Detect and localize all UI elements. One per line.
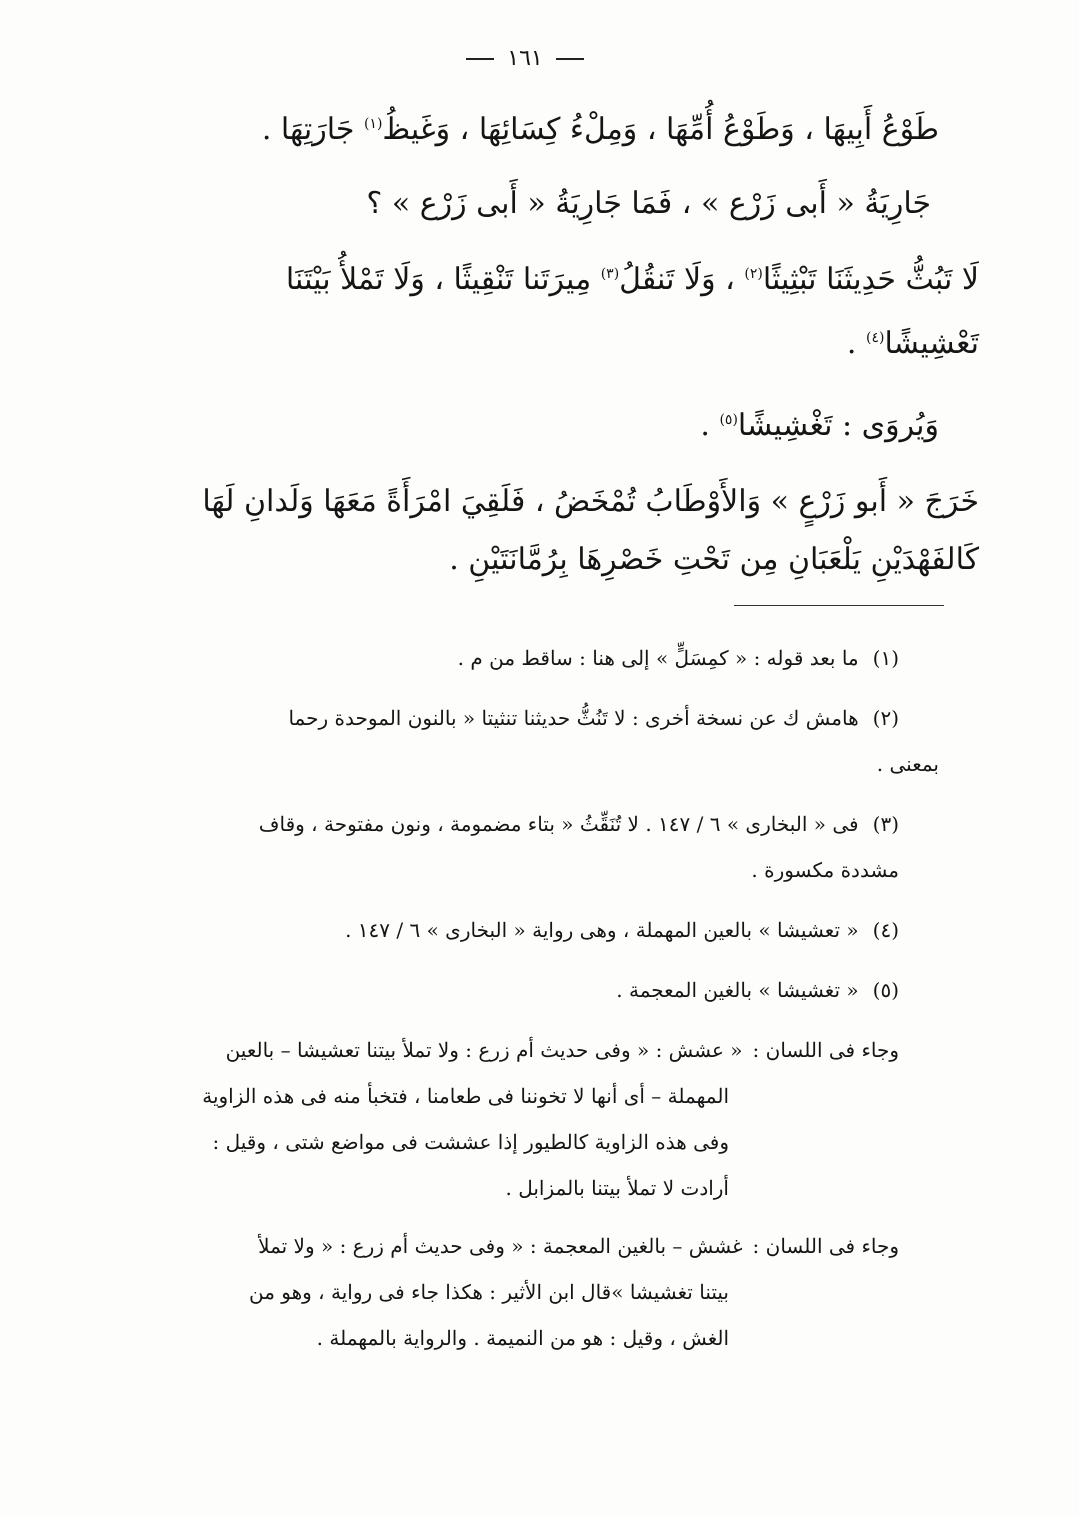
main-line-1 — [100, 95, 939, 159]
footnote-5-text: « تغشيشا » بالغين المعجمة . — [616, 978, 859, 1002]
lisan-reference-2-lead: وجاء فى اللسان : — [752, 1234, 899, 1258]
footnote-2-text: هامش ك عن نسخة أخرى : لا تَنُثُّ حديثنا تنثيتا « بالنون الموحدة رحما — [288, 706, 859, 730]
footnote-mark-5: (٥) — [719, 412, 738, 428]
footnote-2 — [100, 695, 939, 787]
footnote-3-continuation: مشددة مكسورة . — [751, 858, 899, 882]
footnote-4-number: (٤) — [872, 918, 899, 942]
lisan-reference-1-line-4: أرادت لا تملأ بيتنا بالمزابل . — [505, 1176, 729, 1200]
lisan-reference-2-line-3: الغش ، وقيل : هو من النميمة . والرواية بالمهملة . — [316, 1326, 729, 1350]
footnote-mark-3: (٣) — [600, 266, 620, 282]
main-line-1-end: جَارَتِهَا . — [261, 112, 355, 147]
footnote-separator — [734, 605, 944, 606]
main-line-4-end: . — [846, 326, 857, 361]
footnotes — [100, 635, 939, 1373]
main-line-5-text: وَيُروَى : تَغْشِيشًا — [737, 408, 939, 443]
main-line-3-mid: ، وَلَا تَنقُلُ — [619, 262, 735, 297]
footnote-3 — [100, 801, 899, 893]
main-line-6: خَرَجَ « أَبو زَرْعٍ » وَالأَوْطَابُ تُمْخَضُ ، فَلَقِيَ امْرَأَةً مَعَهَا وَلَدانِ لَهَا — [202, 484, 979, 519]
page-number — [0, 46, 1050, 71]
main-line-4-text: تَعْشِيشًا — [884, 326, 979, 361]
footnote-1-text: ما بعد قوله : « كمِسَلٍّ » إلى هنا : ساقط من م . — [457, 646, 859, 670]
main-line-3-start: لَا تَبُثُّ حَدِيثَنَا تَبْثِيثًا — [762, 262, 979, 297]
footnote-mark-2: (٢) — [744, 266, 763, 282]
footnote-1 — [100, 635, 899, 681]
lisan-reference-2-line-2: بيتنا تغشيشا »قال ابن الأثير : هكذا جاء فى رواية ، وهو من — [248, 1280, 729, 1304]
main-line-2: جَارِيَةُ « أَبى زَرْع » ، فَمَا جَارِيَةُ « أَبى زَرْع » ؟ — [366, 186, 931, 221]
main-line-5-end: . — [700, 408, 710, 443]
main-text — [100, 95, 979, 589]
lisan-reference-2 — [100, 1223, 899, 1361]
main-line-1-text: طَوْعُ أَبِيهَا ، وَطَوْعُ أُمِّهَا ، وَمِلْءُ كِسَائِهَا ، وَغَيظُ — [382, 112, 939, 147]
lisan-reference-2-line-1: غشش – بالغين المعجمة : « وفى حديث أم زرع : « ولا تملأ — [258, 1234, 743, 1258]
lisan-reference-1-line-2: المهملة – أى أنها لا تخوننا فى طعامنا ، فتخبأ منه فى هذه الزاوية — [202, 1084, 729, 1108]
footnote-mark-4: (٤) — [865, 330, 885, 346]
footnote-4 — [100, 907, 899, 953]
footnote-2-continuation: بمعنى . — [876, 752, 939, 776]
footnote-mark-1: (١) — [363, 116, 383, 132]
page-number-dash-right — [556, 58, 584, 60]
main-line-7: كَالفَهْدَيْنِ يَلْعَبَانِ مِن تَحْتِ خَصْرِهَا بِرُمَّانَتَيْنِ . — [449, 542, 979, 577]
footnote-2-number: (٢) — [872, 706, 899, 730]
page-number-dash-left — [466, 58, 494, 60]
main-line-4 — [100, 309, 979, 373]
lisan-reference-1-line-3: وفى هذه الزاوية كالطيور إذا عششت فى مواضع شتى ، وقيل : — [212, 1130, 729, 1154]
main-line-3-end: مِيرَتَنا تَنْقِيثًا ، وَلَا تَمْلأُ بَيْتَنَا — [285, 262, 592, 297]
footnote-1-number: (١) — [872, 646, 899, 670]
footnote-4-text: « تعشيشا » بالعين المهملة ، وهى رواية « البخارى » ٦ / ١٤٧ . — [345, 918, 859, 942]
lisan-reference-1 — [100, 1027, 899, 1211]
lisan-reference-1-line-1: « عشش : « وفى حديث أم زرع : ولا تملأ بيتنا تعشيشا – بالعين — [225, 1038, 743, 1062]
footnote-5 — [100, 967, 899, 1013]
footnote-3-number: (٣) — [872, 812, 899, 836]
footnote-5-number: (٥) — [872, 978, 899, 1002]
main-line-3 — [100, 245, 979, 309]
footnote-3-text: فى « البخارى » ٦ / ١٤٧ . لا تُنَقِّثُ « بتاء مضمومة ، ونون مفتوحة ، وقاف — [258, 812, 859, 836]
main-line-5 — [100, 391, 939, 455]
lisan-reference-1-lead: وجاء فى اللسان : — [752, 1038, 899, 1062]
page-number-text: ١٦١ — [507, 46, 543, 71]
